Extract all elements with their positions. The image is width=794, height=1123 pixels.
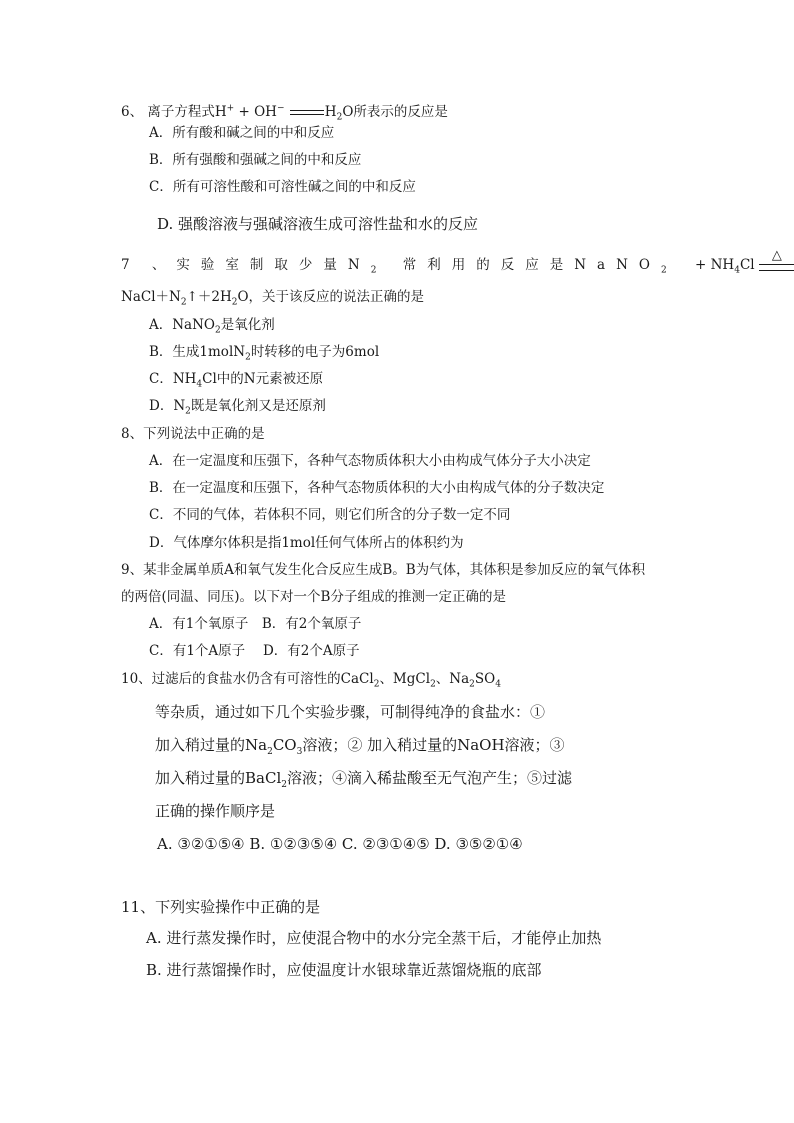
q8-option-a: A．在一定温度和压强下，各种气态物质体积大小由构成气体分子大小决定 [149,453,591,469]
q6-mid: + OH [234,104,277,120]
q7-c-sub: 4 [196,379,203,390]
q7-a-sub: 2 [215,325,221,336]
q9-stem-line1: 9、某非金属单质A和氧气发生化合反应生成B。B为气体，其体积是参加反应的氧气体积 [121,562,646,578]
equal-sign-icon [290,110,324,116]
q7-a-pre: A．NaNO [149,317,215,333]
q7-option-a [149,315,275,335]
q6-tail: O所表示的反应是 [342,104,448,120]
q10-l4-pre: 加入稍过量的BaCl [155,769,282,787]
q10-stem-line5: 正确的操作顺序是 [155,802,276,820]
q7-plus: + NH [695,257,735,273]
q7-c-post: Cl中的N元素被还原 [202,371,324,387]
q7-d-post: 既是氧化剂又是还原剂 [190,398,326,414]
q6-product: H [324,104,337,120]
q9-options-row1: A．有1个氧原子 B．有2个氧原子 [149,616,362,632]
q7-nh4-sub: 4 [734,265,740,276]
q6-prefix: 6、 离子方程式H [121,104,227,120]
q10-stem-line3 [155,735,565,755]
q10-l3-s1: 2 [267,747,273,757]
q7-b-sub: 2 [245,352,251,363]
q7-option-b [149,342,379,362]
q6-stem [121,102,448,122]
q10-l4-post: 溶液；④滴入稀盐酸至无气泡产生；⑤过滤 [286,769,572,787]
q7-n2-sub: 2 [370,265,377,276]
q7-b-post: 时转移的电子为6mol [250,344,380,360]
q10-l1-s4: 4 [495,679,501,690]
q7-lead: 、实验室制取少量N [151,257,371,273]
q10-l3-s2: 3 [296,747,303,757]
q10-l1-s1: 2 [373,679,380,690]
q7-cont1: NaCl＋N [121,289,181,305]
q10-l1-s3: 2 [469,679,475,690]
q6-option-d: D. 强酸溶液与强碱溶液生成可溶性盐和水的反应 [157,215,479,233]
q6-option-b: B．所有强酸和强碱之间的中和反应 [149,152,362,168]
q7-c-pre: C．NH [149,371,197,387]
q6-sub1: 2 [336,112,343,123]
q7-number: 7 [121,257,130,273]
q10-l4-s1: 2 [281,780,287,790]
q10-l1-mid: 、MgCl [379,671,431,687]
q9-options-row2: C．有1个A原子 D．有2个A原子 [149,643,360,659]
q7-d-pre: D．N [149,398,186,414]
q10-stem-line2: 等杂质，通过如下几个实验步骤，可制得纯净的食盐水：① [155,703,546,721]
q7-lead2: 常利用的反应是NaNO [402,257,661,273]
q6-option-c: C．所有可溶性酸和可溶性碱之间的中和反应 [149,179,416,195]
q7-cont-sub2: 2 [231,297,238,308]
q10-l1-mid3: SO [474,671,496,687]
q7-heat-symbol: △ [771,248,782,263]
q6-option-a: A．所有酸和碱之间的中和反应 [149,125,335,141]
q10-l1-s2: 2 [430,679,436,690]
q10-l3-pre: 加入稍过量的Na [155,736,268,754]
q8-option-d: D．气体摩尔体积是指1mol任何气体所占的体积约为 [149,535,464,551]
q7-cont2: ↑＋2H [186,289,232,305]
q10-l1-pre: 10、过滤后的食盐水仍含有可溶性的CaCl [121,671,374,687]
q7-continuation [121,287,424,307]
q7-b-pre: B．生成1molN [149,344,246,360]
q7-a-post: 是氧化剂 [220,317,275,333]
q6-sup1: + [226,103,235,114]
q11-option-b: B. 进行蒸馏操作时，应使温度计水银球靠近蒸馏烧瓶的底部 [146,961,542,979]
q8-option-b: B．在一定温度和压强下，各种气态物质体积的大小由构成气体的分子数决定 [149,480,605,496]
q10-stem-line4 [155,768,572,788]
q7-option-d [149,396,326,416]
q7-nano2-sub: 2 [660,265,667,276]
q8-option-c: C．不同的气体，若体积不同，则它们所含的分子数一定不同 [149,507,511,523]
heating-arrow-icon [759,249,794,275]
q10-stem-line1 [121,669,501,689]
q11-option-a: A. 进行蒸发操作时，应使混合物中的水分完全蒸干后，才能停止加热 [146,929,602,947]
q8-stem: 8、下列说法中正确的是 [121,426,265,442]
q7-cont-sub: 2 [180,297,187,308]
q7-cl: Cl [739,257,755,273]
q10-options: A. ③②①⑤④ B. ①②③⑤④ C. ②③①④⑤ D. ③⑤②①④ [157,835,523,853]
q10-l3-post: 溶液；② 加入稍过量的NaOH溶液；③ [302,736,565,754]
q9-stem-line2: 的两倍(同温、同压)。以下对一个B分子组成的推测一定正确的是 [121,589,506,605]
q7-option-c [149,369,323,389]
q6-sup2: − [276,103,285,114]
q10-l3-mid: CO [272,736,297,754]
q11-stem: 11、下列实验操作中正确的是 [121,898,321,916]
q7-cont3: O，关于该反应的说法正确的是 [237,289,425,305]
q7-stem [121,249,794,275]
q10-l1-mid2: 、Na [435,671,470,687]
q7-d-sub: 2 [185,406,191,417]
